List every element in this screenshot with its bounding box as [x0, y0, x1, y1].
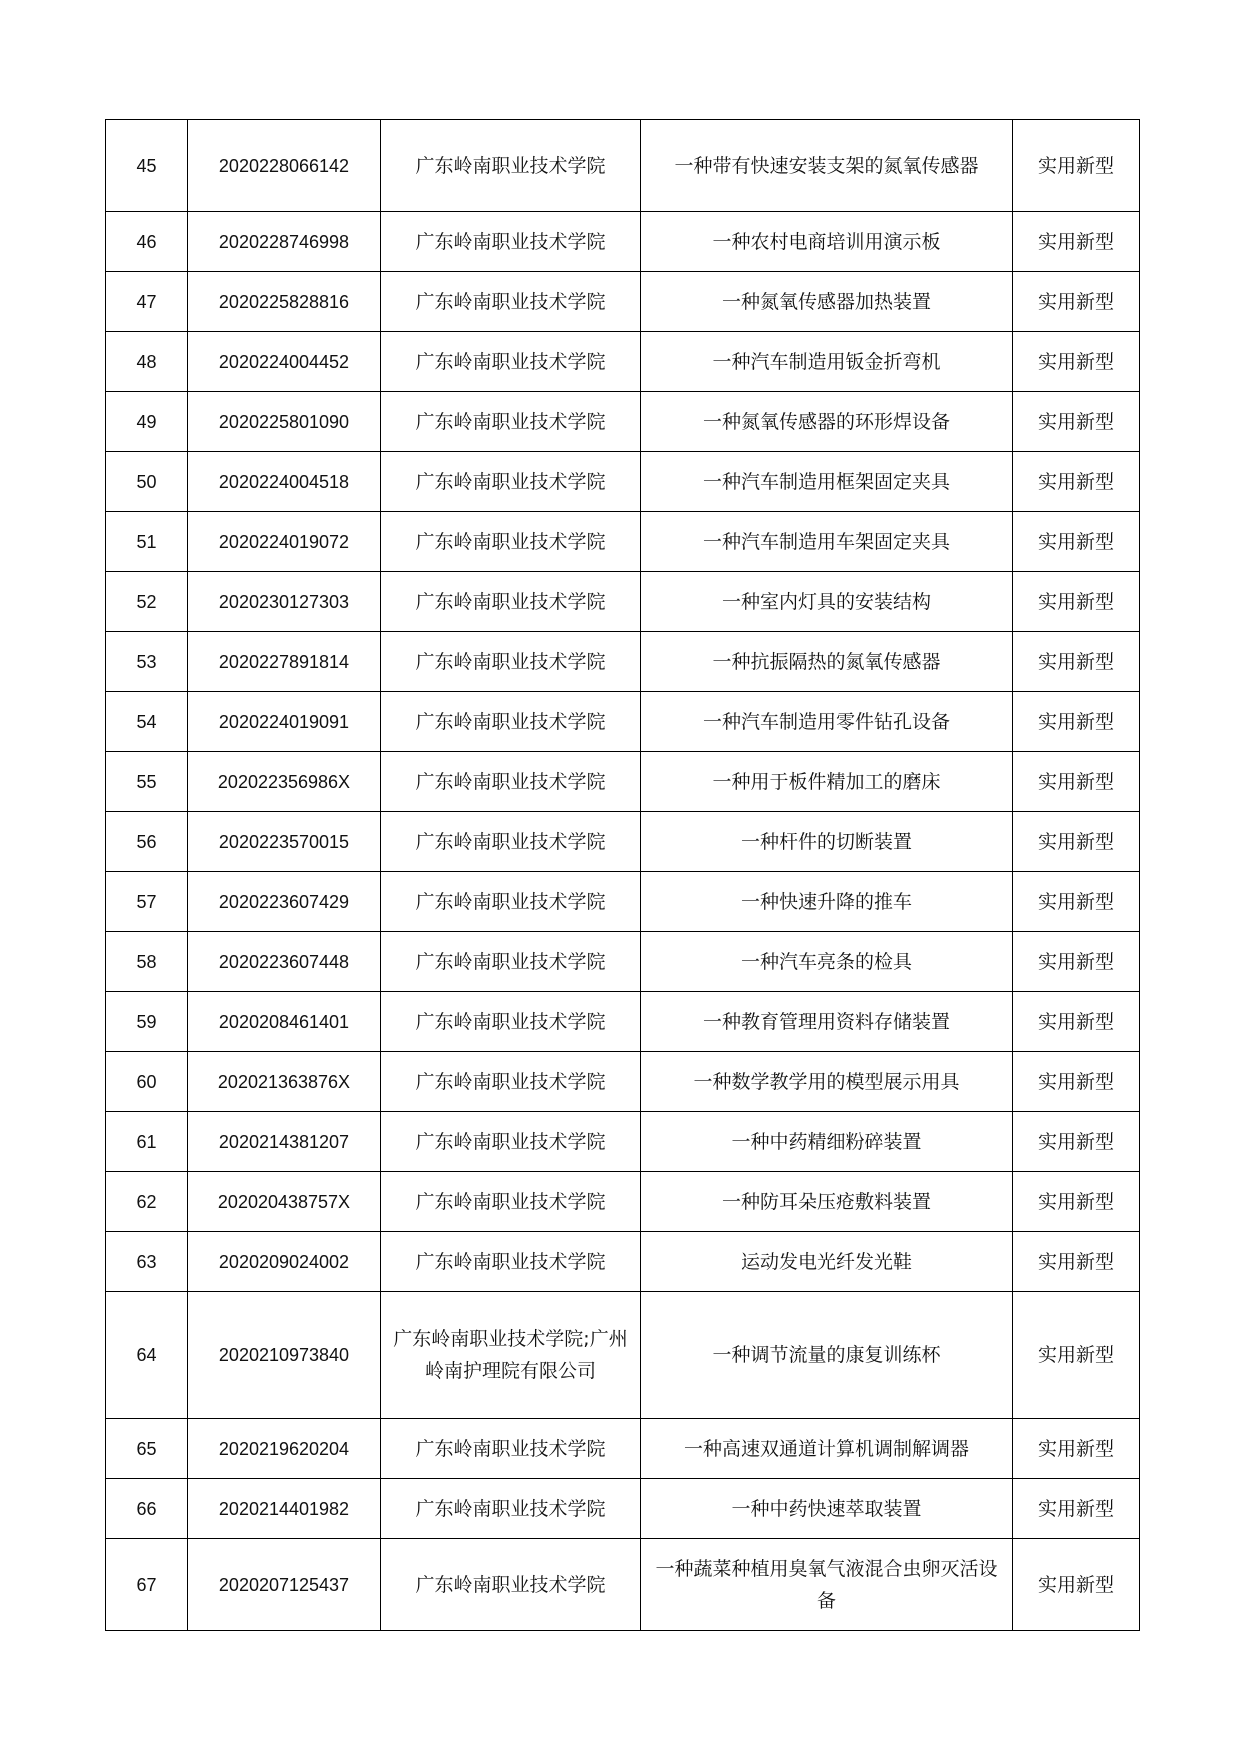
patent-type-cell: 实用新型	[1013, 1052, 1140, 1112]
applicant-cell: 广东岭南职业技术学院	[381, 632, 641, 692]
patent-title-cell: 一种杆件的切断装置	[641, 812, 1013, 872]
patent-title-cell: 一种蔬菜种植用臭氧气液混合虫卵灭活设备	[641, 1539, 1013, 1631]
application-number-cell: 2020227891814	[188, 632, 381, 692]
applicant-cell: 广东岭南职业技术学院	[381, 1052, 641, 1112]
applicant-cell: 广东岭南职业技术学院	[381, 1172, 641, 1232]
row-number-cell: 67	[106, 1539, 188, 1631]
table-row	[106, 692, 1140, 752]
patent-type-cell: 实用新型	[1013, 692, 1140, 752]
row-number-cell: 58	[106, 932, 188, 992]
patent-title-cell: 一种氮氧传感器的环形焊设备	[641, 392, 1013, 452]
application-number-cell: 2020219620204	[188, 1419, 381, 1479]
applicant-cell: 广东岭南职业技术学院	[381, 932, 641, 992]
application-number-cell: 2020224004518	[188, 452, 381, 512]
applicant-cell: 广东岭南职业技术学院	[381, 1539, 641, 1631]
table-row	[106, 812, 1140, 872]
applicant-cell: 广东岭南职业技术学院	[381, 1479, 641, 1539]
application-number-cell: 2020228066142	[188, 120, 381, 212]
applicant-cell: 广东岭南职业技术学院	[381, 392, 641, 452]
patent-title-cell: 一种中药快速萃取装置	[641, 1479, 1013, 1539]
table-row	[106, 1539, 1140, 1631]
patent-type-cell: 实用新型	[1013, 812, 1140, 872]
table-row	[106, 272, 1140, 332]
patent-title-cell: 一种数学教学用的模型展示用具	[641, 1052, 1013, 1112]
table-row	[106, 120, 1140, 212]
patent-table	[105, 119, 1140, 1631]
applicant-cell: 广东岭南职业技术学院;广州岭南护理院有限公司	[381, 1292, 641, 1419]
application-number-cell: 2020209024002	[188, 1232, 381, 1292]
row-number-cell: 57	[106, 872, 188, 932]
patent-title-cell: 一种防耳朵压疮敷料装置	[641, 1172, 1013, 1232]
application-number-cell: 2020225801090	[188, 392, 381, 452]
patent-title-cell: 一种汽车制造用钣金折弯机	[641, 332, 1013, 392]
patent-title-cell: 一种教育管理用资料存储装置	[641, 992, 1013, 1052]
application-number-cell: 202020438757X	[188, 1172, 381, 1232]
patent-type-cell: 实用新型	[1013, 1292, 1140, 1419]
application-number-cell: 2020210973840	[188, 1292, 381, 1419]
application-number-cell: 2020223570015	[188, 812, 381, 872]
applicant-cell: 广东岭南职业技术学院	[381, 992, 641, 1052]
table-row	[106, 1052, 1140, 1112]
row-number-cell: 46	[106, 212, 188, 272]
row-number-cell: 54	[106, 692, 188, 752]
applicant-cell: 广东岭南职业技术学院	[381, 272, 641, 332]
patent-title-cell: 一种高速双通道计算机调制解调器	[641, 1419, 1013, 1479]
applicant-cell: 广东岭南职业技术学院	[381, 120, 641, 212]
patent-type-cell: 实用新型	[1013, 512, 1140, 572]
applicant-cell: 广东岭南职业技术学院	[381, 512, 641, 572]
applicant-cell: 广东岭南职业技术学院	[381, 692, 641, 752]
patent-title-cell: 一种调节流量的康复训练杯	[641, 1292, 1013, 1419]
patent-type-cell: 实用新型	[1013, 392, 1140, 452]
applicant-cell: 广东岭南职业技术学院	[381, 572, 641, 632]
patent-title-cell: 运动发电光纤发光鞋	[641, 1232, 1013, 1292]
patent-title-cell: 一种用于板件精加工的磨床	[641, 752, 1013, 812]
row-number-cell: 66	[106, 1479, 188, 1539]
applicant-cell: 广东岭南职业技术学院	[381, 1232, 641, 1292]
patent-title-cell: 一种汽车制造用框架固定夹具	[641, 452, 1013, 512]
row-number-cell: 53	[106, 632, 188, 692]
table-row	[106, 572, 1140, 632]
applicant-cell: 广东岭南职业技术学院	[381, 212, 641, 272]
row-number-cell: 56	[106, 812, 188, 872]
row-number-cell: 59	[106, 992, 188, 1052]
patent-type-cell: 实用新型	[1013, 992, 1140, 1052]
patent-title-cell: 一种汽车亮条的检具	[641, 932, 1013, 992]
application-number-cell: 2020228746998	[188, 212, 381, 272]
patent-type-cell: 实用新型	[1013, 332, 1140, 392]
table-row	[106, 1172, 1140, 1232]
application-number-cell: 2020208461401	[188, 992, 381, 1052]
patent-type-cell: 实用新型	[1013, 1232, 1140, 1292]
application-number-cell: 2020207125437	[188, 1539, 381, 1631]
row-number-cell: 62	[106, 1172, 188, 1232]
application-number-cell: 2020214381207	[188, 1112, 381, 1172]
patent-title-cell: 一种中药精细粉碎装置	[641, 1112, 1013, 1172]
applicant-cell: 广东岭南职业技术学院	[381, 332, 641, 392]
table-body	[106, 120, 1140, 1631]
table-row	[106, 632, 1140, 692]
row-number-cell: 50	[106, 452, 188, 512]
applicant-cell: 广东岭南职业技术学院	[381, 1419, 641, 1479]
patent-type-cell: 实用新型	[1013, 1539, 1140, 1631]
application-number-cell: 202021363876X	[188, 1052, 381, 1112]
row-number-cell: 55	[106, 752, 188, 812]
application-number-cell: 202022356986X	[188, 752, 381, 812]
patent-title-cell: 一种农村电商培训用演示板	[641, 212, 1013, 272]
row-number-cell: 65	[106, 1419, 188, 1479]
application-number-cell: 2020225828816	[188, 272, 381, 332]
patent-type-cell: 实用新型	[1013, 120, 1140, 212]
table-row	[106, 512, 1140, 572]
application-number-cell: 2020224004452	[188, 332, 381, 392]
patent-type-cell: 实用新型	[1013, 1112, 1140, 1172]
applicant-cell: 广东岭南职业技术学院	[381, 452, 641, 512]
table-row	[106, 1292, 1140, 1419]
applicant-cell: 广东岭南职业技术学院	[381, 872, 641, 932]
table-row	[106, 992, 1140, 1052]
application-number-cell: 2020223607429	[188, 872, 381, 932]
patent-title-cell: 一种抗振隔热的氮氧传感器	[641, 632, 1013, 692]
patent-type-cell: 实用新型	[1013, 932, 1140, 992]
row-number-cell: 48	[106, 332, 188, 392]
row-number-cell: 47	[106, 272, 188, 332]
patent-type-cell: 实用新型	[1013, 1479, 1140, 1539]
patent-type-cell: 实用新型	[1013, 212, 1140, 272]
row-number-cell: 49	[106, 392, 188, 452]
patent-type-cell: 实用新型	[1013, 572, 1140, 632]
applicant-cell: 广东岭南职业技术学院	[381, 752, 641, 812]
row-number-cell: 45	[106, 120, 188, 212]
table-row	[106, 872, 1140, 932]
patent-title-cell: 一种带有快速安装支架的氮氧传感器	[641, 120, 1013, 212]
patent-title-cell: 一种快速升降的推车	[641, 872, 1013, 932]
row-number-cell: 63	[106, 1232, 188, 1292]
table-row	[106, 1479, 1140, 1539]
patent-type-cell: 实用新型	[1013, 272, 1140, 332]
table-row	[106, 932, 1140, 992]
patent-title-cell: 一种汽车制造用零件钻孔设备	[641, 692, 1013, 752]
patent-type-cell: 实用新型	[1013, 632, 1140, 692]
patent-title-cell: 一种汽车制造用车架固定夹具	[641, 512, 1013, 572]
row-number-cell: 52	[106, 572, 188, 632]
table-row	[106, 212, 1140, 272]
applicant-cell: 广东岭南职业技术学院	[381, 812, 641, 872]
table-row	[106, 1112, 1140, 1172]
patent-type-cell: 实用新型	[1013, 872, 1140, 932]
row-number-cell: 60	[106, 1052, 188, 1112]
row-number-cell: 51	[106, 512, 188, 572]
row-number-cell: 64	[106, 1292, 188, 1419]
application-number-cell: 2020214401982	[188, 1479, 381, 1539]
patent-title-cell: 一种室内灯具的安装结构	[641, 572, 1013, 632]
application-number-cell: 2020224019091	[188, 692, 381, 752]
row-number-cell: 61	[106, 1112, 188, 1172]
patent-type-cell: 实用新型	[1013, 752, 1140, 812]
patent-type-cell: 实用新型	[1013, 452, 1140, 512]
application-number-cell: 2020230127303	[188, 572, 381, 632]
application-number-cell: 2020223607448	[188, 932, 381, 992]
table-row	[106, 1232, 1140, 1292]
table-row	[106, 1419, 1140, 1479]
table-row	[106, 392, 1140, 452]
patent-title-cell: 一种氮氧传感器加热装置	[641, 272, 1013, 332]
table-row	[106, 332, 1140, 392]
table-row	[106, 752, 1140, 812]
patent-type-cell: 实用新型	[1013, 1172, 1140, 1232]
patent-type-cell: 实用新型	[1013, 1419, 1140, 1479]
applicant-cell: 广东岭南职业技术学院	[381, 1112, 641, 1172]
application-number-cell: 2020224019072	[188, 512, 381, 572]
table-row	[106, 452, 1140, 512]
